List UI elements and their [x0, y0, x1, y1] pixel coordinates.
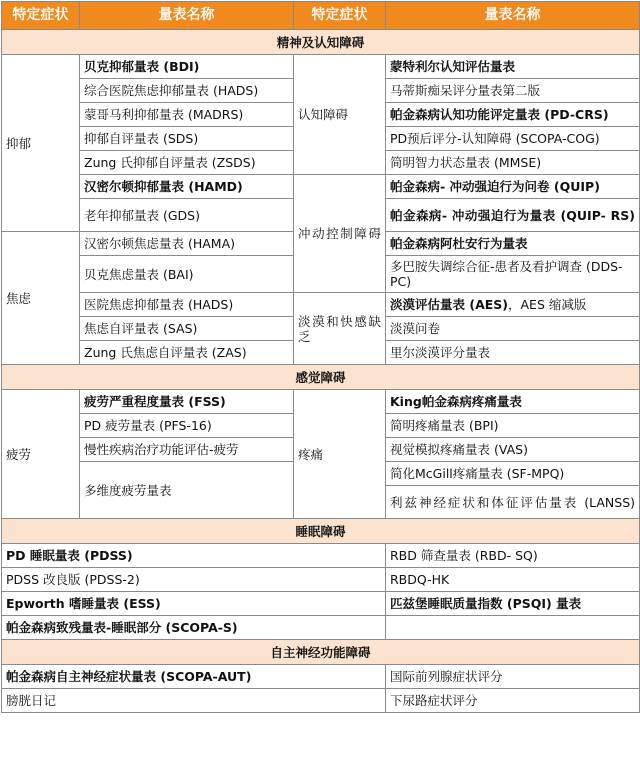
- scale-table: [1, 1, 640, 713]
- symptom-pain: 疼痛: [294, 390, 386, 519]
- symptom-impulse: 冲动控制障碍: [294, 175, 386, 293]
- scale-cell: 慢性疾病治疗功能评估-疲劳: [80, 438, 294, 462]
- section-row: [2, 365, 640, 390]
- symptom-cognitive: 认知障碍: [294, 55, 386, 175]
- section-row: [2, 30, 640, 55]
- section-title: 感觉障碍: [2, 365, 640, 390]
- scale-cell: 帕金森病认知功能评定量表 (PD-CRS): [386, 103, 640, 127]
- section-title: 睡眠障碍: [2, 519, 640, 544]
- header-symptom: 特定症状: [294, 2, 386, 30]
- scale-cell: PD 睡眠量表 (PDSS): [2, 544, 386, 568]
- table-row: [2, 390, 640, 414]
- scale-cell: RBDQ-HK: [386, 568, 640, 592]
- scale-cell: 淡漠问卷: [386, 317, 640, 341]
- scale-cell: 利兹神经症状和体征评估量表 (LANSS): [386, 486, 640, 519]
- section-row: [2, 519, 640, 544]
- scale-cell: 蒙哥马利抑郁量表 (MADRS): [80, 103, 294, 127]
- symptom-anxiety: 焦虑: [2, 232, 80, 365]
- scale-cell: RBD 筛查量表 (RBD- SQ): [386, 544, 640, 568]
- table-row: [2, 689, 640, 713]
- scale-cell: 帕金森病- 冲动强迫行为问卷 (QUIP): [386, 175, 640, 199]
- apathy-aes: 淡漠评估量表 (AES): [390, 297, 508, 312]
- symptom-fatigue: 疲劳: [2, 390, 80, 519]
- scale-cell: PD预后评分-认知障碍 (SCOPA-COG): [386, 127, 640, 151]
- table-row: [2, 616, 640, 640]
- scale-cell: 焦虑自评量表 (SAS): [80, 317, 294, 341]
- scale-cell: 抑郁自评量表 (SDS): [80, 127, 294, 151]
- scale-cell: PD 疲劳量表 (PFS-16): [80, 414, 294, 438]
- scale-cell: 帕金森病自主神经症状量表 (SCOPA-AUT): [2, 665, 386, 689]
- table-header-row: [2, 2, 640, 30]
- table-row: [2, 568, 640, 592]
- scale-cell: King帕金森病疼痛量表: [386, 390, 640, 414]
- scale-cell: 简明疼痛量表 (BPI): [386, 414, 640, 438]
- scale-cell: 多巴胺失调综合征-患者及看护调查 (DDS-PC): [386, 256, 640, 293]
- scale-cell: 视觉模拟疼痛量表 (VAS): [386, 438, 640, 462]
- scale-cell: Epworth 嗜睡量表 (ESS): [2, 592, 386, 616]
- scale-cell: 贝克焦虑量表 (BAI): [80, 256, 294, 293]
- scale-cell: 老年抑郁量表 (GDS): [80, 199, 294, 232]
- table-row: [2, 175, 640, 199]
- table-row: [2, 55, 640, 79]
- scale-cell: 简化McGill疼痛量表 (SF-MPQ): [386, 462, 640, 486]
- scale-cell: Zung 氏抑郁自评量表 (ZSDS): [80, 151, 294, 175]
- table-row: [2, 592, 640, 616]
- scale-cell: 汉密尔顿抑郁量表 (HAMD): [80, 175, 294, 199]
- scale-cell: [386, 616, 640, 640]
- table-row: [2, 544, 640, 568]
- scale-cell: 简明智力状态量表 (MMSE): [386, 151, 640, 175]
- scale-cell: 疲劳严重程度量表 (FSS): [80, 390, 294, 414]
- scale-cell: 帕金森病致残量表-睡眠部分 (SCOPA-S): [2, 616, 386, 640]
- scale-cell: 国际前列腺症状评分: [386, 665, 640, 689]
- table-row: [2, 293, 640, 317]
- section-row: [2, 640, 640, 665]
- section-title: 精神及认知障碍: [2, 30, 640, 55]
- scale-cell: PDSS 改良版 (PDSS-2): [2, 568, 386, 592]
- scale-cell: 贝克抑郁量表 (BDI): [80, 55, 294, 79]
- symptom-apathy: 淡漠和快感缺乏: [294, 293, 386, 365]
- header-scale: 量表名称: [386, 2, 640, 30]
- scale-cell: 多维度疲劳量表: [80, 462, 294, 519]
- scale-cell: 下尿路症状评分: [386, 689, 640, 713]
- scale-cell: 帕金森病- 冲动强迫行为量表 (QUIP- RS): [386, 199, 640, 232]
- scale-cell: 里尔淡漠评分量表: [386, 341, 640, 365]
- table-row: [2, 665, 640, 689]
- scale-cell: 汉密尔顿焦虑量表 (HAMA): [80, 232, 294, 256]
- scale-cell: Zung 氏焦虑自评量表 (ZAS): [80, 341, 294, 365]
- section-title: 自主神经功能障碍: [2, 640, 640, 665]
- scale-cell: 膀胱日记: [2, 689, 386, 713]
- scale-cell: 帕金森病阿杜安行为量表: [386, 232, 640, 256]
- scale-cell: 匹兹堡睡眠质量指数 (PSQI) 量表: [386, 592, 640, 616]
- header-scale: 量表名称: [80, 2, 294, 30]
- header-symptom: 特定症状: [2, 2, 80, 30]
- apathy-aes-short: ，AES 缩减版: [508, 297, 587, 312]
- symptom-depression: 抑郁: [2, 55, 80, 232]
- scale-cell: [386, 293, 640, 317]
- scale-cell: 蒙特利尔认知评估量表: [386, 55, 640, 79]
- scale-cell: 马蒂斯痴呆评分量表第二版: [386, 79, 640, 103]
- scale-cell: 综合医院焦虑抑郁量表 (HADS): [80, 79, 294, 103]
- scale-cell: 医院焦虑抑郁量表 (HADS): [80, 293, 294, 317]
